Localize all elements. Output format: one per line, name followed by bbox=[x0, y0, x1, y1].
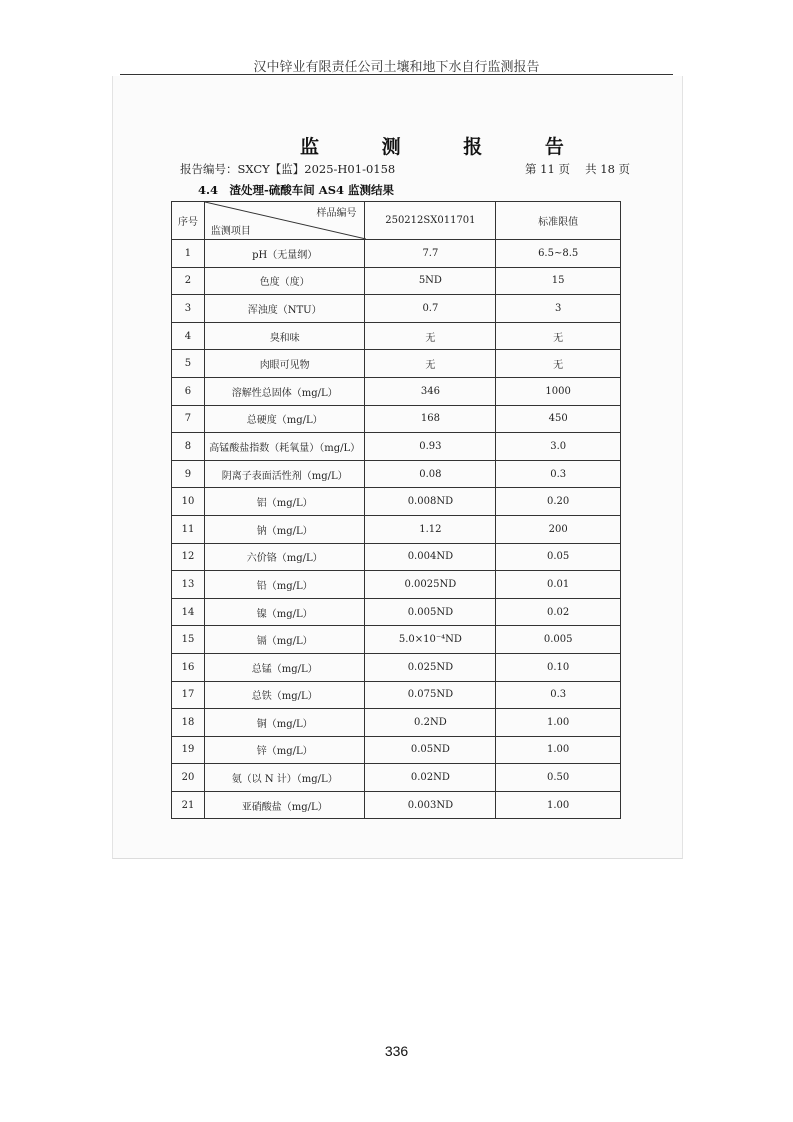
header-monitoring-item: 监测项目 bbox=[210, 226, 251, 237]
row-standard-limit: 0.02 bbox=[496, 598, 621, 626]
row-measured-value: 5ND bbox=[365, 267, 496, 295]
row-standard-limit: 3 bbox=[496, 295, 621, 323]
row-standard-limit: 0.01 bbox=[496, 571, 621, 599]
table-row bbox=[172, 653, 621, 681]
row-monitoring-item: 臭和味 bbox=[204, 322, 365, 350]
table-row bbox=[172, 543, 621, 571]
header-sample-id: 250212SX011701 bbox=[365, 202, 496, 240]
table-row bbox=[172, 322, 621, 350]
row-measured-value: 无 bbox=[365, 350, 496, 378]
row-measured-value: 0.008ND bbox=[365, 488, 496, 516]
row-serial-number: 4 bbox=[172, 322, 205, 350]
table-row bbox=[172, 433, 621, 461]
row-monitoring-item: 浑浊度（NTU） bbox=[204, 295, 365, 323]
row-monitoring-item: 总锰（mg/L） bbox=[204, 653, 365, 681]
row-serial-number: 16 bbox=[172, 653, 205, 681]
row-monitoring-item: 肉眼可见物 bbox=[204, 350, 365, 378]
row-standard-limit: 0.05 bbox=[496, 543, 621, 571]
table-row bbox=[172, 571, 621, 599]
row-measured-value: 0.2ND bbox=[365, 709, 496, 737]
row-measured-value: 0.005ND bbox=[365, 598, 496, 626]
row-measured-value: 0.08 bbox=[365, 460, 496, 488]
row-serial-number: 15 bbox=[172, 626, 205, 654]
row-monitoring-item: 阴离子表面活性剂（mg/L） bbox=[204, 460, 365, 488]
row-monitoring-item: 锌（mg/L） bbox=[204, 736, 365, 764]
table-row bbox=[172, 764, 621, 792]
document-header: 汉中锌业有限责任公司土壤和地下水自行监测报告 bbox=[253, 60, 540, 75]
row-measured-value: 0.025ND bbox=[365, 653, 496, 681]
row-measured-value: 0.004ND bbox=[365, 543, 496, 571]
header-sample-number: 样品编号 bbox=[316, 208, 357, 219]
header-diagonal-cell bbox=[204, 202, 365, 240]
row-monitoring-item: 溶解性总固体（mg/L） bbox=[204, 377, 365, 405]
row-serial-number: 13 bbox=[172, 571, 205, 599]
row-measured-value: 0.93 bbox=[365, 433, 496, 461]
row-monitoring-item: 铅（mg/L） bbox=[204, 571, 365, 599]
row-monitoring-item: 镍（mg/L） bbox=[204, 598, 365, 626]
row-standard-limit: 3.0 bbox=[496, 433, 621, 461]
row-serial-number: 10 bbox=[172, 488, 205, 516]
row-serial-number: 7 bbox=[172, 405, 205, 433]
row-serial-number: 18 bbox=[172, 709, 205, 737]
row-monitoring-item: 色度（度） bbox=[204, 267, 365, 295]
row-serial-number: 2 bbox=[172, 267, 205, 295]
row-monitoring-item: 亚硝酸盐（mg/L） bbox=[204, 791, 365, 819]
table-row bbox=[172, 350, 621, 378]
row-measured-value: 1.12 bbox=[365, 515, 496, 543]
row-measured-value: 0.05ND bbox=[365, 736, 496, 764]
table-row bbox=[172, 240, 621, 268]
row-monitoring-item: pH（无量纲） bbox=[204, 240, 365, 268]
row-standard-limit: 1.00 bbox=[496, 709, 621, 737]
row-monitoring-item: 总铁（mg/L） bbox=[204, 681, 365, 709]
table-row bbox=[172, 515, 621, 543]
row-standard-limit: 450 bbox=[496, 405, 621, 433]
row-serial-number: 5 bbox=[172, 350, 205, 378]
page-number: 336 bbox=[384, 1043, 409, 1059]
table-header-row bbox=[172, 202, 621, 240]
row-standard-limit: 200 bbox=[496, 515, 621, 543]
table-row bbox=[172, 681, 621, 709]
row-standard-limit: 无 bbox=[496, 322, 621, 350]
table-row bbox=[172, 736, 621, 764]
row-monitoring-item: 氨（以 N 计）（mg/L） bbox=[204, 764, 365, 792]
row-measured-value: 0.02ND bbox=[365, 764, 496, 792]
row-measured-value: 0.0025ND bbox=[365, 571, 496, 599]
row-standard-limit: 0.50 bbox=[496, 764, 621, 792]
table-row bbox=[172, 598, 621, 626]
row-serial-number: 3 bbox=[172, 295, 205, 323]
table-row bbox=[172, 791, 621, 819]
table-row bbox=[172, 709, 621, 737]
row-monitoring-item: 总硬度（mg/L） bbox=[204, 405, 365, 433]
table-row bbox=[172, 626, 621, 654]
table-row bbox=[172, 267, 621, 295]
row-serial-number: 20 bbox=[172, 764, 205, 792]
row-standard-limit: 1.00 bbox=[496, 736, 621, 764]
table-row bbox=[172, 488, 621, 516]
row-standard-limit: 6.5~8.5 bbox=[496, 240, 621, 268]
header-standard-limit: 标准限值 bbox=[496, 202, 621, 240]
row-serial-number: 1 bbox=[172, 240, 205, 268]
header-serial-number: 序号 bbox=[172, 202, 205, 240]
row-standard-limit: 无 bbox=[496, 350, 621, 378]
row-monitoring-item: 镉（mg/L） bbox=[204, 626, 365, 654]
row-standard-limit: 0.3 bbox=[496, 460, 621, 488]
row-serial-number: 19 bbox=[172, 736, 205, 764]
row-measured-value: 346 bbox=[365, 377, 496, 405]
row-measured-value: 7.7 bbox=[365, 240, 496, 268]
report-page-count: 第 11 页 共 18 页 bbox=[525, 162, 631, 176]
row-serial-number: 9 bbox=[172, 460, 205, 488]
row-measured-value: 168 bbox=[365, 405, 496, 433]
row-serial-number: 14 bbox=[172, 598, 205, 626]
row-standard-limit: 1000 bbox=[496, 377, 621, 405]
row-monitoring-item: 钠（mg/L） bbox=[204, 515, 365, 543]
row-standard-limit: 0.005 bbox=[496, 626, 621, 654]
row-monitoring-item: 铜（mg/L） bbox=[204, 709, 365, 737]
row-monitoring-item: 铝（mg/L） bbox=[204, 488, 365, 516]
row-monitoring-item: 高锰酸盐指数（耗氧量）（mg/L） bbox=[204, 433, 365, 461]
row-measured-value: 0.075ND bbox=[365, 681, 496, 709]
row-standard-limit: 0.3 bbox=[496, 681, 621, 709]
report-number: 报告编号：SXCY【监】2025-H01-0158 bbox=[180, 162, 396, 176]
row-serial-number: 11 bbox=[172, 515, 205, 543]
row-measured-value: 无 bbox=[365, 322, 496, 350]
row-standard-limit: 15 bbox=[496, 267, 621, 295]
row-standard-limit: 0.10 bbox=[496, 653, 621, 681]
table-row bbox=[172, 377, 621, 405]
row-standard-limit: 0.20 bbox=[496, 488, 621, 516]
row-measured-value: 0.003ND bbox=[365, 791, 496, 819]
row-serial-number: 6 bbox=[172, 377, 205, 405]
table-row bbox=[172, 460, 621, 488]
row-measured-value: 0.7 bbox=[365, 295, 496, 323]
row-serial-number: 12 bbox=[172, 543, 205, 571]
row-standard-limit: 1.00 bbox=[496, 791, 621, 819]
row-serial-number: 21 bbox=[172, 791, 205, 819]
row-serial-number: 17 bbox=[172, 681, 205, 709]
row-measured-value: 5.0×10⁻⁴ND bbox=[365, 626, 496, 654]
row-monitoring-item: 六价铬（mg/L） bbox=[204, 543, 365, 571]
table-row bbox=[172, 405, 621, 433]
table-row bbox=[172, 295, 621, 323]
header-divider bbox=[120, 74, 673, 75]
report-title: 监 测 报 告 bbox=[300, 136, 592, 158]
monitoring-results-table bbox=[171, 201, 621, 819]
section-title: 4.4 渣处理-硫酸车间 AS4 监测结果 bbox=[198, 183, 395, 197]
row-serial-number: 8 bbox=[172, 433, 205, 461]
